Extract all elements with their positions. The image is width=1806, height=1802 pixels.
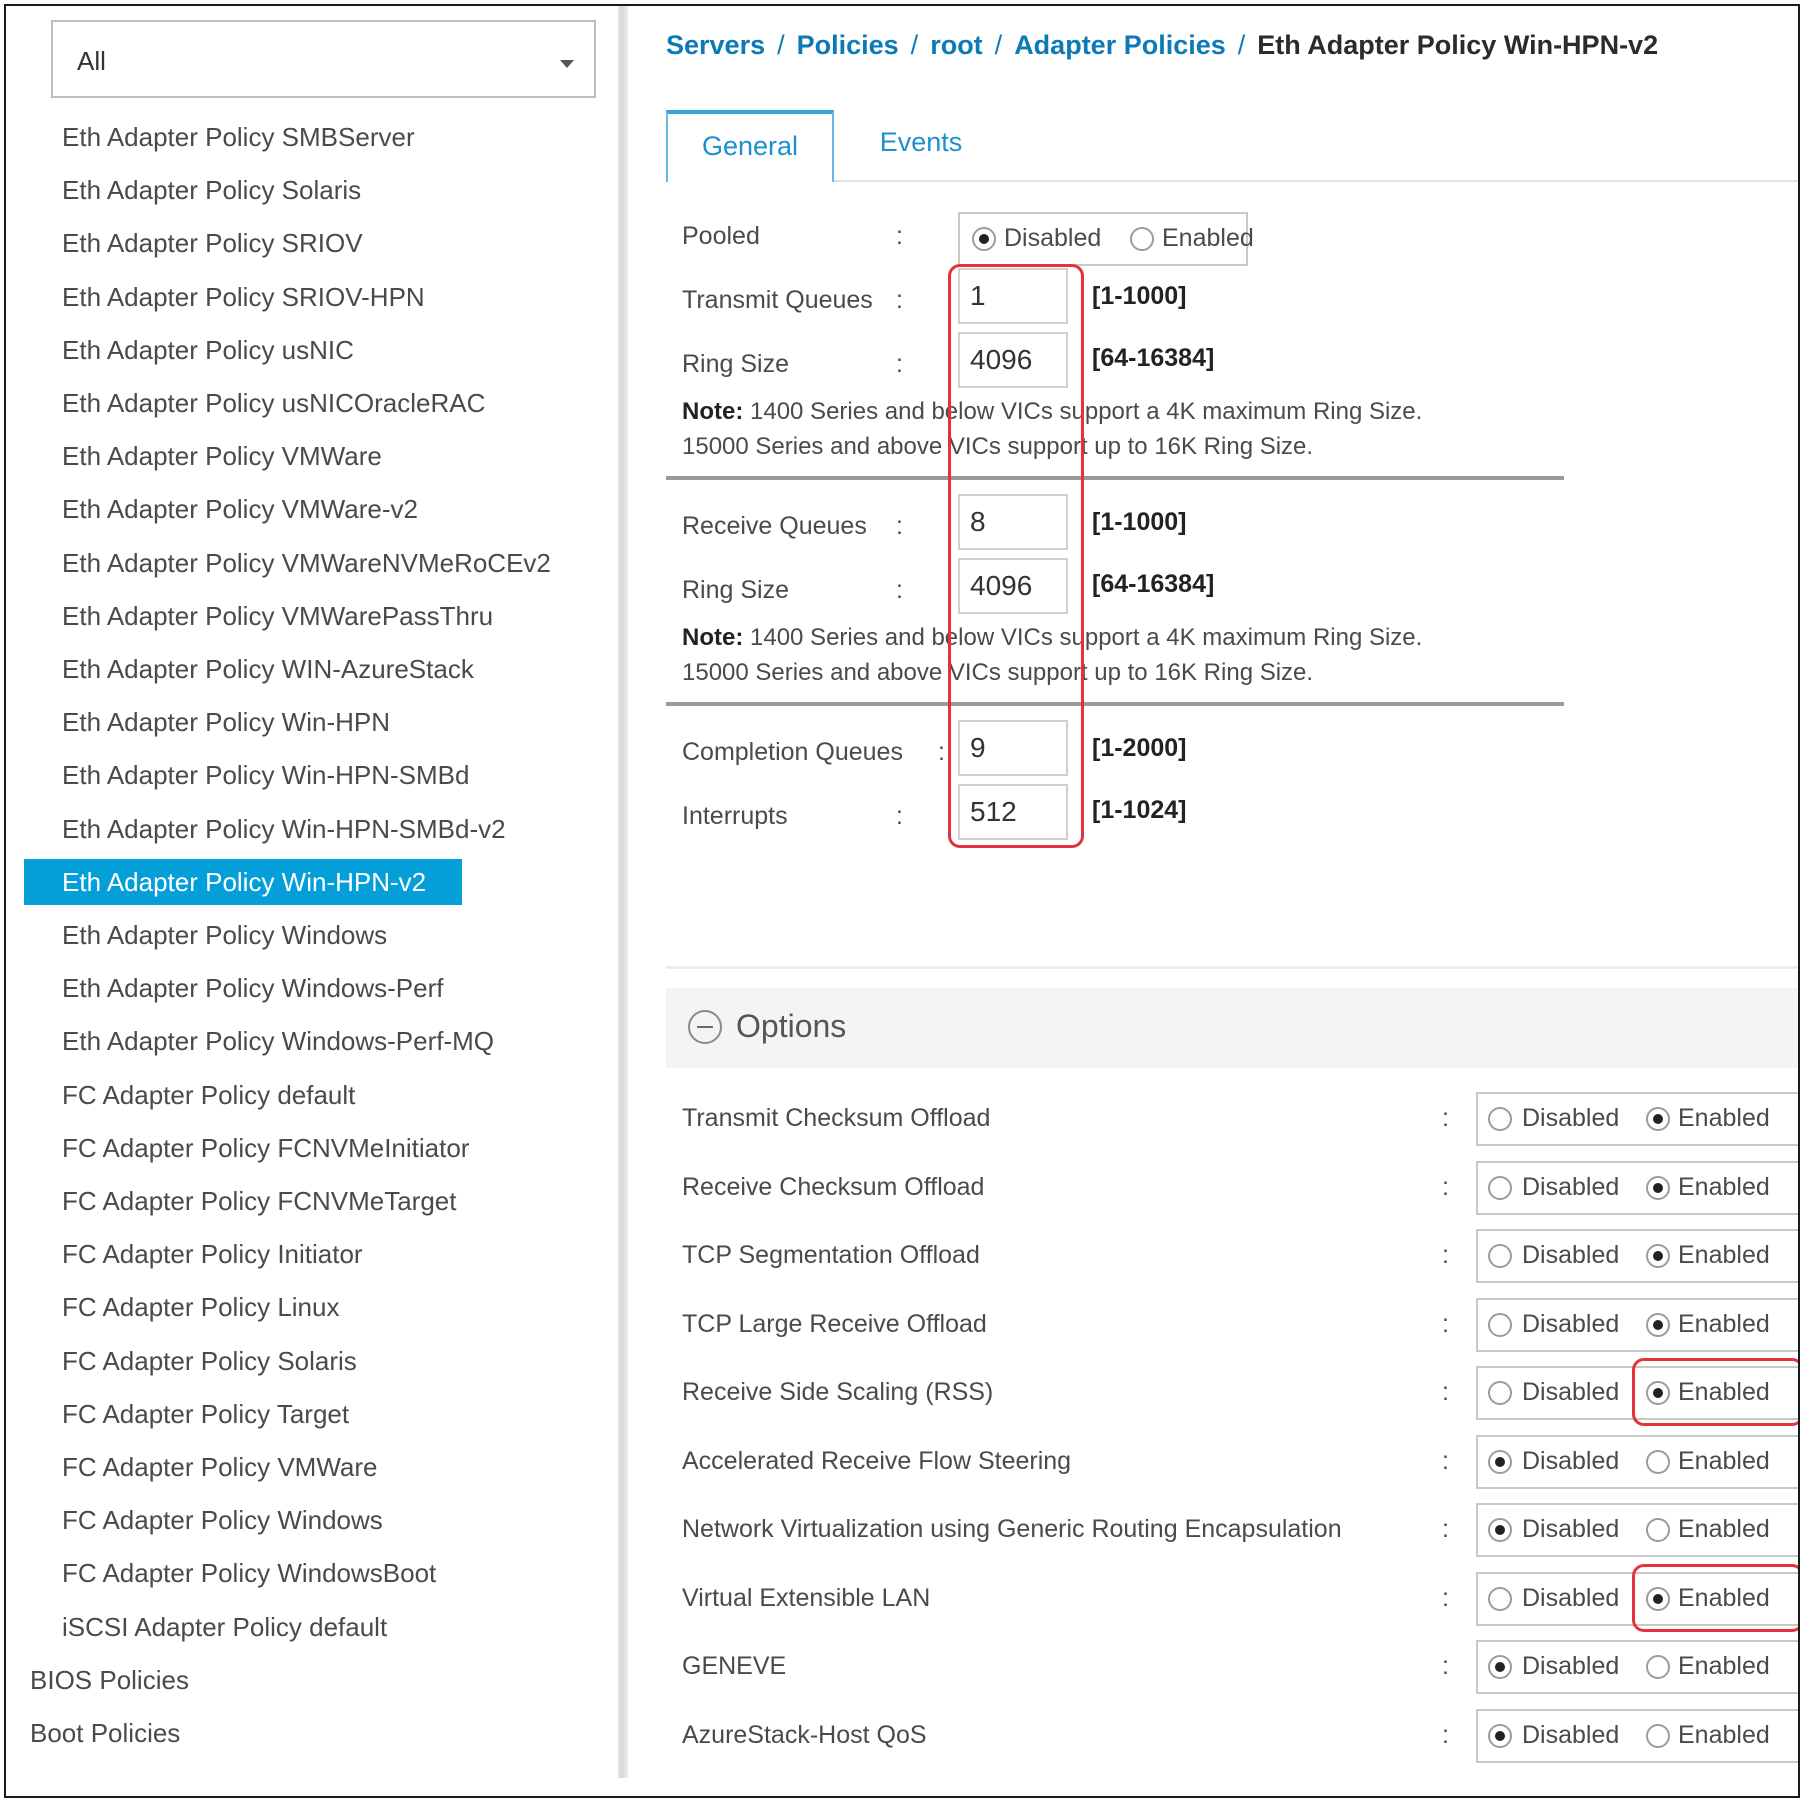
rx-ring-size-colon: :	[896, 576, 903, 604]
rx-ring-size-input[interactable]: 4096	[958, 558, 1068, 614]
virtual-extensible-lan-label: Virtual Extensible LAN	[682, 1583, 931, 1612]
network-virtualization-using-generic-routing-encapsulation-label: Network Virtualization using Generic Routing Encapsulation	[682, 1515, 1342, 1543]
tree-item[interactable]: FC Adapter Policy Linux	[62, 1292, 340, 1323]
virtual-extensible-lan-enabled-label: Enabled	[1678, 1583, 1770, 1612]
breadcrumb-separator: /	[994, 30, 1003, 60]
receive-side-scaling-rss-disabled-radio[interactable]	[1488, 1381, 1512, 1405]
tree-item[interactable]: FC Adapter Policy default	[62, 1079, 356, 1110]
tree-item[interactable]: Eth Adapter Policy Win-HPN	[62, 707, 391, 738]
receive-checksum-offload-enabled-label: Enabled	[1678, 1172, 1770, 1201]
content-panel	[628, 6, 1798, 1796]
tree-item[interactable]: Eth Adapter Policy SMBServer	[62, 122, 415, 152]
tree-item[interactable]: Eth Adapter Policy usNIC	[62, 334, 354, 365]
receive-side-scaling-rss-label: Receive Side Scaling (RSS)	[682, 1378, 994, 1406]
tcp-segmentation-offload-enabled-radio[interactable]	[1646, 1244, 1670, 1268]
note-line2: 15000 Series and above VICs support up to 16K Ring Size.	[682, 433, 1314, 460]
tree-item[interactable]: FC Adapter Policy Windows	[62, 1505, 383, 1536]
tcp-segmentation-offload-enabled-label: Enabled	[1678, 1241, 1770, 1269]
options-section-header[interactable]	[666, 988, 1800, 1068]
breadcrumb-separator: /	[1237, 30, 1246, 60]
azurestack-host-qos-disabled-label: Disabled	[1522, 1720, 1620, 1749]
receive-queues-label: Receive Queues	[682, 512, 867, 540]
accelerated-receive-flow-steering-disabled-label: Disabled	[1522, 1446, 1620, 1475]
filter-value: All	[77, 46, 106, 76]
transmit-checksum-offload-disabled-label: Disabled	[1522, 1104, 1620, 1132]
tree-item[interactable]: Eth Adapter Policy Win-HPN-SMBd	[62, 760, 470, 791]
completion-queues-range: [1-2000]	[1092, 734, 1187, 762]
section-divider	[666, 476, 1564, 480]
section-divider	[666, 702, 1564, 706]
receive-side-scaling-rss-highlight-box	[1632, 1358, 1800, 1426]
pooled-disabled-label: Disabled	[1004, 224, 1102, 252]
network-virtualization-using-generic-routing-encapsulation-enabled-radio[interactable]	[1646, 1518, 1670, 1542]
geneve-label: GENEVE	[682, 1652, 787, 1680]
navigation-panel	[6, 6, 618, 1796]
tree-item[interactable]: FC Adapter Policy WindowsBoot	[62, 1558, 437, 1589]
tree-item[interactable]: BIOS Policies	[30, 1664, 189, 1695]
transmit-queues-input[interactable]: 1	[958, 268, 1068, 324]
pooled-enabled-radio[interactable]	[1130, 227, 1154, 251]
interrupts-label: Interrupts	[682, 802, 788, 830]
tab-events[interactable]: Events	[879, 127, 963, 157]
azurestack-host-qos-enabled-label: Enabled	[1678, 1720, 1770, 1749]
breadcrumb-servers[interactable]: Servers	[666, 30, 766, 60]
receive-side-scaling-rss-colon: :	[1442, 1378, 1449, 1406]
tcp-segmentation-offload-colon: :	[1442, 1241, 1449, 1269]
breadcrumb-adapter-policies[interactable]: Adapter Policies	[1014, 30, 1226, 60]
tree-item-selected[interactable]: Eth Adapter Policy Win-HPN-v2	[24, 859, 462, 905]
tcp-large-receive-offload-enabled-label: Enabled	[1678, 1309, 1770, 1338]
tx-ring-size-range: [64-16384]	[1092, 344, 1215, 372]
interrupts-input[interactable]: 512	[958, 784, 1068, 840]
tree-item[interactable]: Eth Adapter Policy Win-HPN-SMBd-v2	[62, 813, 506, 844]
tx-ring-size-label: Ring Size	[682, 350, 789, 378]
tcp-large-receive-offload-disabled-radio[interactable]	[1488, 1313, 1512, 1337]
tree-item[interactable]: Eth Adapter Policy usNICOracleRAC	[62, 388, 486, 418]
geneve-enabled-radio[interactable]	[1646, 1655, 1670, 1679]
accelerated-receive-flow-steering-radio-group	[1476, 1435, 1800, 1489]
panel-splitter[interactable]	[618, 6, 628, 1778]
note-bold: Note:	[682, 624, 744, 651]
tab-general[interactable]: General	[666, 110, 834, 182]
completion-queues-input[interactable]: 9	[958, 720, 1068, 776]
receive-checksum-offload-disabled-radio[interactable]	[1488, 1176, 1512, 1200]
geneve-disabled-radio[interactable]	[1488, 1655, 1512, 1679]
azurestack-host-qos-colon: :	[1442, 1720, 1449, 1749]
tree-item[interactable]: FC Adapter Policy VMWare	[62, 1452, 378, 1482]
pooled-enabled-label: Enabled	[1162, 224, 1254, 252]
network-virtualization-using-generic-routing-encapsulation-disabled-label: Disabled	[1522, 1515, 1620, 1543]
transmit-checksum-offload-radio-group	[1476, 1092, 1800, 1146]
transmit-queues-label: Transmit Queues	[682, 286, 873, 314]
tcp-large-receive-offload-enabled-radio[interactable]	[1646, 1313, 1670, 1337]
receive-checksum-offload-radio-group	[1476, 1161, 1800, 1215]
tcp-segmentation-offload-label: TCP Segmentation Offload	[682, 1241, 980, 1269]
network-virtualization-using-generic-routing-encapsulation-enabled-label: Enabled	[1678, 1515, 1770, 1543]
tcp-large-receive-offload-colon: :	[1442, 1309, 1449, 1338]
tree-item[interactable]: FC Adapter Policy FCNVMeTarget	[62, 1186, 457, 1216]
breadcrumb-current: Eth Adapter Policy Win-HPN-v2	[1257, 30, 1659, 60]
virtual-extensible-lan-disabled-radio[interactable]	[1488, 1587, 1512, 1611]
tcp-segmentation-offload-radio-group	[1476, 1229, 1800, 1283]
tree-item[interactable]: Eth Adapter Policy VMWarePassThru	[62, 600, 494, 631]
chevron-down-icon[interactable]	[560, 60, 574, 68]
completion-queues-label: Completion Queues	[682, 738, 903, 766]
tree-item[interactable]: FC Adapter Policy Initiator	[62, 1239, 363, 1270]
tree-item[interactable]: Eth Adapter Policy Windows-Perf	[62, 973, 444, 1004]
pooled-disabled-radio[interactable]	[972, 227, 996, 251]
breadcrumb-root[interactable]: root	[930, 30, 983, 60]
receive-queues-colon: :	[896, 512, 903, 540]
tcp-segmentation-offload-disabled-label: Disabled	[1522, 1241, 1620, 1269]
network-virtualization-using-generic-routing-encapsulation-radio-group	[1476, 1503, 1800, 1557]
options-title: Options	[736, 1008, 847, 1044]
tree-item[interactable]: Boot Policies	[30, 1718, 181, 1748]
general-panel	[666, 182, 1800, 969]
receive-checksum-offload-disabled-label: Disabled	[1522, 1172, 1620, 1201]
tcp-large-receive-offload-radio-group	[1476, 1298, 1800, 1352]
tree-item[interactable]: Eth Adapter Policy Windows	[62, 920, 388, 950]
queues-highlight-box	[948, 264, 1084, 848]
note-bold: Note:	[682, 398, 744, 425]
geneve-colon: :	[1442, 1652, 1449, 1680]
completion-queues-colon: :	[938, 738, 945, 766]
breadcrumb	[666, 30, 1658, 61]
receive-side-scaling-rss-disabled-label: Disabled	[1522, 1378, 1620, 1406]
note-line1: 1400 Series and below VICs support a 4K maximum Ring Size.	[743, 624, 1423, 651]
virtual-extensible-lan-colon: :	[1442, 1583, 1449, 1612]
receive-queues-input[interactable]: 8	[958, 494, 1068, 550]
tree-item[interactable]: Eth Adapter Policy VMWare-v2	[62, 494, 418, 525]
tree-item[interactable]: Eth Adapter Policy VMWare	[62, 441, 382, 472]
accelerated-receive-flow-steering-disabled-radio[interactable]	[1488, 1450, 1512, 1474]
tree-item[interactable]: FC Adapter Policy Solaris	[62, 1345, 357, 1376]
transmit-checksum-offload-colon: :	[1442, 1104, 1449, 1132]
note-line2: 15000 Series and above VICs support up to 16K Ring Size.	[682, 659, 1314, 686]
receive-queues-range: [1-1000]	[1092, 508, 1187, 536]
breadcrumb-separator: /	[777, 30, 785, 60]
transmit-checksum-offload-enabled-label: Enabled	[1678, 1104, 1770, 1132]
receive-checksum-offload-label: Receive Checksum Offload	[682, 1172, 985, 1201]
receive-side-scaling-rss-enabled-label: Enabled	[1678, 1378, 1770, 1406]
network-virtualization-using-generic-routing-encapsulation-disabled-radio[interactable]	[1488, 1518, 1512, 1542]
geneve-enabled-label: Enabled	[1678, 1652, 1770, 1680]
accelerated-receive-flow-steering-enabled-radio[interactable]	[1646, 1450, 1670, 1474]
accelerated-receive-flow-steering-enabled-label: Enabled	[1678, 1446, 1770, 1475]
pooled-colon: :	[896, 222, 903, 250]
tcp-segmentation-offload-disabled-radio[interactable]	[1488, 1244, 1512, 1268]
transmit-queues-colon: :	[896, 286, 903, 314]
geneve-radio-group	[1476, 1640, 1800, 1694]
note-line1: 1400 Series and below VICs support a 4K maximum Ring Size.	[743, 398, 1423, 425]
tree-item[interactable]: Eth Adapter Policy VMWareNVMeRoCEv2	[62, 547, 551, 578]
window-frame	[4, 4, 1800, 1798]
breadcrumb-separator: /	[910, 30, 919, 60]
rx-ring-size-range: [64-16384]	[1092, 570, 1215, 598]
tx-ring-size-input[interactable]: 4096	[958, 332, 1068, 388]
receive-checksum-offload-colon: :	[1442, 1172, 1449, 1201]
accelerated-receive-flow-steering-colon: :	[1442, 1446, 1449, 1475]
interrupts-colon: :	[896, 802, 903, 830]
interrupts-range: [1-1024]	[1092, 796, 1187, 824]
options-panel	[666, 1068, 1800, 1788]
transmit-checksum-offload-label: Transmit Checksum Offload	[682, 1104, 991, 1132]
rx-ring-size-label: Ring Size	[682, 576, 789, 604]
collapse-icon[interactable]	[688, 1010, 722, 1044]
tree-item[interactable]: Eth Adapter Policy SRIOV-HPN	[62, 281, 425, 312]
transmit-checksum-offload-disabled-radio[interactable]	[1488, 1107, 1512, 1131]
tx-ring-size-colon: :	[896, 350, 903, 378]
tcp-large-receive-offload-label: TCP Large Receive Offload	[682, 1309, 987, 1338]
tcp-large-receive-offload-disabled-label: Disabled	[1522, 1309, 1620, 1338]
tree-item[interactable]: FC Adapter Policy FCNVMeInitiator	[62, 1132, 470, 1163]
tree-item[interactable]: FC Adapter Policy Target	[62, 1398, 350, 1429]
azurestack-host-qos-radio-group	[1476, 1709, 1800, 1763]
virtual-extensible-lan-disabled-label: Disabled	[1522, 1583, 1620, 1612]
receive-checksum-offload-enabled-radio[interactable]	[1646, 1176, 1670, 1200]
transmit-queues-range: [1-1000]	[1092, 282, 1187, 310]
pooled-radio-group	[958, 212, 1254, 266]
azurestack-host-qos-enabled-radio[interactable]	[1646, 1724, 1670, 1748]
geneve-disabled-label: Disabled	[1522, 1652, 1620, 1680]
azurestack-host-qos-label: AzureStack-Host QoS	[682, 1720, 927, 1749]
virtual-extensible-lan-highlight-box	[1632, 1564, 1800, 1632]
tree-item[interactable]: Eth Adapter Policy Solaris	[62, 175, 362, 206]
pooled-label: Pooled	[682, 222, 760, 250]
filter-dropdown[interactable]	[51, 20, 596, 98]
breadcrumb-policies[interactable]: Policies	[796, 30, 899, 60]
tree-item[interactable]: iSCSI Adapter Policy default	[62, 1611, 388, 1642]
tree-item[interactable]: Eth Adapter Policy SRIOV	[62, 228, 363, 259]
tree-item[interactable]: Eth Adapter Policy Windows-Perf-MQ	[62, 1026, 495, 1057]
tree-item[interactable]: Eth Adapter Policy WIN-AzureStack	[62, 654, 474, 684]
azurestack-host-qos-disabled-radio[interactable]	[1488, 1724, 1512, 1748]
accelerated-receive-flow-steering-label: Accelerated Receive Flow Steering	[682, 1446, 1072, 1475]
network-virtualization-using-generic-routing-encapsulation-colon: :	[1442, 1515, 1449, 1543]
transmit-checksum-offload-enabled-radio[interactable]	[1646, 1107, 1670, 1131]
tab-bar	[666, 110, 1800, 182]
